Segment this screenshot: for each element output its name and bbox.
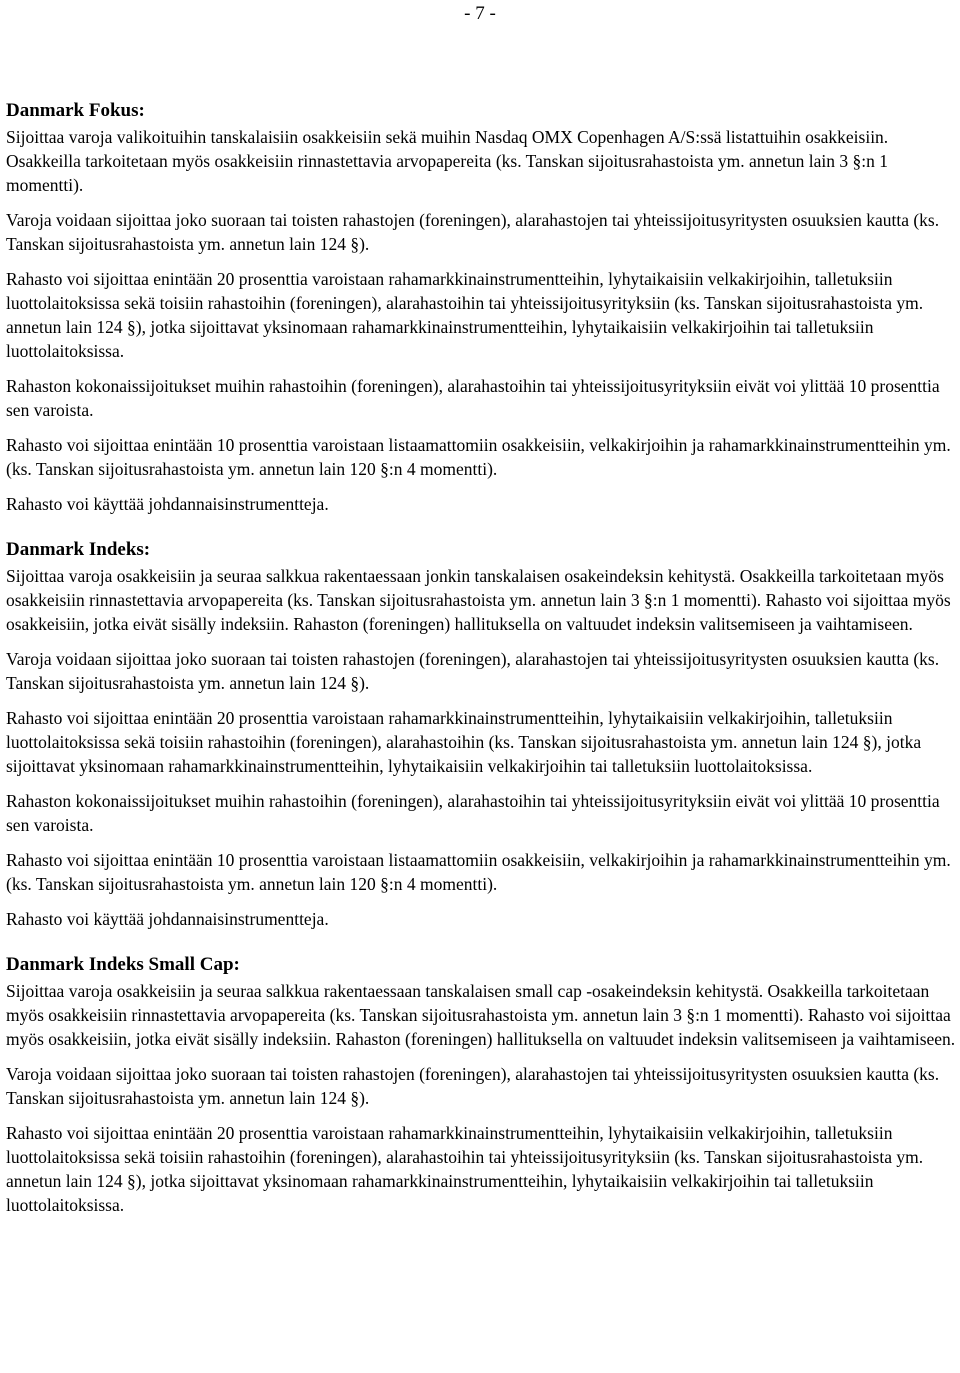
- paragraph: Rahasto voi sijoittaa enintään 20 prosenttia varoistaan rahamarkkinainstrumentteihin, lyhytaikaisiin velkakirjoihin, talletuksiin luottolaitoksissa sekä toisiin rahastoihin (foreningen), alarahastoihin tai yhteissijoitusyrityksiin (ks. Tanskan sijoitusrahastoista ym. annetun lain 124 §), jotka sijoittavat yksinomaan rahamarkkinainstrumentteihin, lyhytaikaisiin velkakirjoihin tai talletuksiin luottolaitoksissa.: [6, 269, 924, 361]
- section-danmark-fokus: [6, 99, 956, 516]
- paragraph: Varoja voidaan sijoittaa joko suoraan tai toisten rahastojen (foreningen), alarahastojen tai yhteissijoitusyritysten osuuksien kautta (ks. Tanskan sijoitusrahastoista ym. annetun lain 124 §).: [6, 210, 940, 254]
- paragraph: Rahasto voi käyttää johdannaisinstrumentteja.: [6, 494, 329, 514]
- paragraph: Rahasto voi sijoittaa enintään 20 prosenttia varoistaan rahamarkkinainstrumentteihin, lyhytaikaisiin velkakirjoihin, talletuksiin luottolaitoksissa sekä toisiin rahastoihin (foreningen), alarahastoihin (ks. Tanskan sijoitusrahastoista ym. annetun lain 124 §), jotka sijoittavat yksinomaan rahamarkkinainstrumentteihin, lyhytaikaisiin velkakirjoihin tai talletuksiin luottolaitoksissa.: [6, 708, 922, 776]
- section-danmark-indeks-small-cap: [6, 953, 956, 1217]
- document-body: [6, 99, 956, 1235]
- section-heading: Danmark Indeks:: [6, 539, 151, 560]
- paragraph: Varoja voidaan sijoittaa joko suoraan tai toisten rahastojen (foreningen), alarahastojen tai yhteissijoitusyritysten osuuksien kautta (ks. Tanskan sijoitusrahastoista ym. annetun lain 124 §).: [6, 1064, 940, 1108]
- section-heading: Danmark Indeks Small Cap:: [6, 954, 240, 975]
- paragraph: Rahasto voi sijoittaa enintään 10 prosenttia varoistaan listaamattomiin osakkeisiin, velkakirjoihin ja rahamarkkinainstrumentteihin ym. (ks. Tanskan sijoitusrahastoista ym. annetun lain 120 §:n 4 momentti).: [6, 435, 951, 479]
- section-danmark-indeks: [6, 538, 956, 931]
- paragraph: Sijoittaa varoja valikoituihin tanskalaisiin osakkeisiin sekä muihin Nasdaq OMX Copenhagen A/S:ssä listattuihin osakkeisiin. Osakkeilla tarkoitetaan myös osakkeisiin rinnastettavia arvopapereita (ks. Tanskan sijoitusrahastoista ym. annetun lain 3 §:n 1 momentti).: [6, 127, 889, 195]
- paragraph: Rahasto voi käyttää johdannaisinstrumentteja.: [6, 909, 329, 929]
- paragraph: Rahasto voi sijoittaa enintään 10 prosenttia varoistaan listaamattomiin osakkeisiin, velkakirjoihin ja rahamarkkinainstrumentteihin ym. (ks. Tanskan sijoitusrahastoista ym. annetun lain 120 §:n 4 momentti).: [6, 850, 951, 894]
- paragraph: Sijoittaa varoja osakkeisiin ja seuraa salkkua rakentaessaan jonkin tanskalaisen osakeindeksin kehitystä. Osakkeilla tarkoitetaan myös osakkeisiin rinnastettavia arvopapereita (ks. Tanskan sijoitusrahastoista ym. annetun lain 3 §:n 1 momentti). Rahasto voi sijoittaa myös osakkeisiin, jotka eivät sisälly indeksiin. Rahaston (foreningen) hallituksella on valtuudet indeksin valitsemiseen ja vaihtamiseen.: [6, 566, 951, 634]
- page-number: - 7 -: [464, 3, 496, 24]
- paragraph: Rahasto voi sijoittaa enintään 20 prosenttia varoistaan rahamarkkinainstrumentteihin, lyhytaikaisiin velkakirjoihin, talletuksiin luottolaitoksissa sekä toisiin rahastoihin (foreningen), alarahastoihin tai yhteissijoitusyrityksiin (ks. Tanskan sijoitusrahastoista ym. annetun lain 124 §), jotka sijoittavat yksinomaan rahamarkkinainstrumentteihin, lyhytaikaisiin velkakirjoihin tai talletuksiin luottolaitoksissa.: [6, 1123, 924, 1215]
- paragraph: Sijoittaa varoja osakkeisiin ja seuraa salkkua rakentaessaan tanskalaisen small cap -osakeindeksin kehitystä. Osakkeilla tarkoitetaan myös osakkeisiin rinnastettavia arvopapereita (ks. Tanskan sijoitusrahastoista ym. annetun lain 3 §:n 1 momentti). Rahasto voi sijoittaa myös osakkeisiin, jotka eivät sisälly indeksiin. Rahaston (foreningen) hallituksella on valtuudet indeksin valitsemiseen ja vaihtamiseen.: [6, 981, 956, 1049]
- paragraph: Rahaston kokonaissijoitukset muihin rahastoihin (foreningen), alarahastoihin tai yhteissijoitusyrityksiin eivät voi ylittää 10 prosenttia sen varoista.: [6, 376, 940, 420]
- paragraph: Rahaston kokonaissijoitukset muihin rahastoihin (foreningen), alarahastoihin tai yhteissijoitusyrityksiin eivät voi ylittää 10 prosenttia sen varoista.: [6, 791, 940, 835]
- paragraph: Varoja voidaan sijoittaa joko suoraan tai toisten rahastojen (foreningen), alarahastojen tai yhteissijoitusyritysten osuuksien kautta (ks. Tanskan sijoitusrahastoista ym. annetun lain 124 §).: [6, 649, 940, 693]
- section-heading: Danmark Fokus:: [6, 100, 145, 121]
